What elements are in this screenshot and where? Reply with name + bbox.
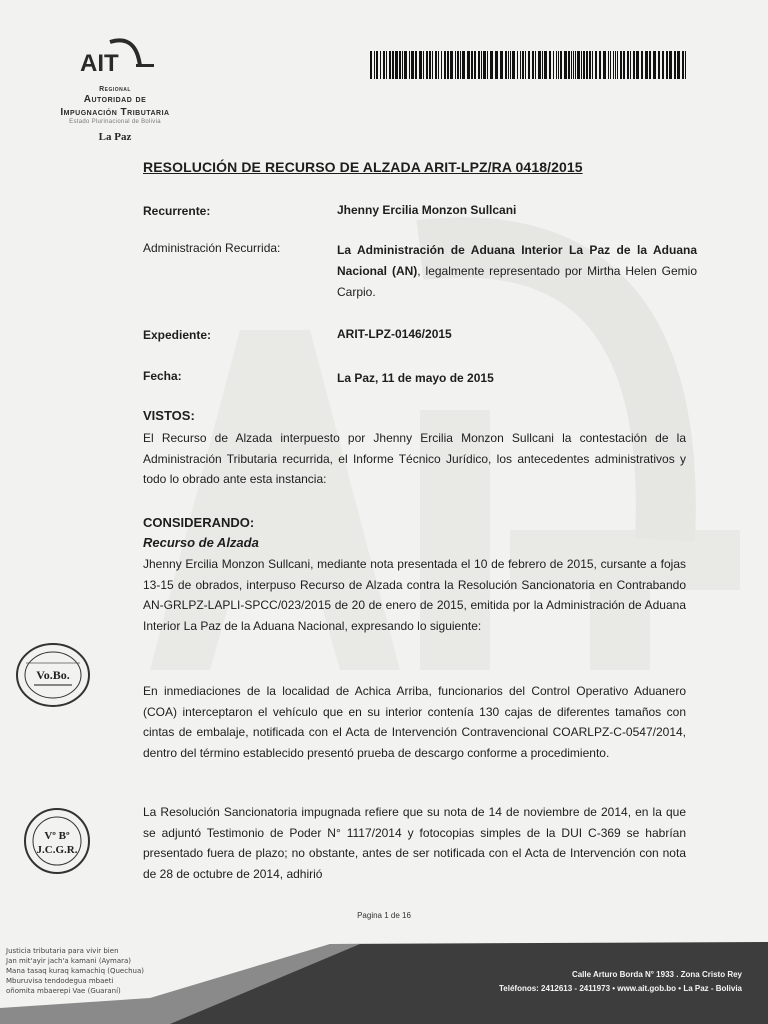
barcode-bar [662, 51, 664, 79]
barcode-bar [636, 51, 639, 79]
vistos-paragraph: El Recurso de Alzada interpuesto por Jhenny Ercilia Monzon Sullcani la contestación de la Administración Tributaria recurrida, el Informe Técnico Jurídico, los antecedentes administrativos y todo lo obrado ante esta instancia: [143, 431, 686, 487]
barcode-bar [415, 51, 417, 79]
barcode-bar [423, 51, 424, 79]
recurso-subheading: Recurso de Alzada [143, 535, 259, 550]
barcode-bar [444, 51, 446, 79]
barcode-bar [682, 51, 684, 79]
footer-motto-1: Justicia tributaria para vivir bien [6, 947, 119, 955]
barcode-bar [549, 51, 551, 79]
barcode-bar [520, 51, 521, 79]
barcode-bar [395, 51, 398, 79]
barcode-bar [617, 51, 618, 79]
stamp-2-text-2: J.C.G.R. [36, 844, 78, 856]
barcode-bar [558, 51, 559, 79]
barcode-bar [538, 51, 541, 79]
footer-motto-5: oñomita mbaerepi Vae (Guaraní) [6, 987, 121, 995]
barcode-bar [532, 51, 534, 79]
barcode-bar [583, 51, 585, 79]
logo-org-line-1: Autoridad de [83, 94, 147, 105]
barcode [370, 51, 686, 79]
barcode-bar [528, 51, 530, 79]
barcode-bar [478, 51, 480, 79]
barcode-bar [573, 51, 574, 79]
barcode-bar [525, 51, 526, 79]
barcode-bar [380, 51, 381, 79]
recurrente-label: Recurrente: [143, 204, 211, 218]
administracion-value-rest: , legalmente representado por Mirtha Helen Gemio Carpio. [337, 264, 697, 299]
barcode-bar [542, 51, 543, 79]
barcode-bar [630, 51, 631, 79]
barcode-bar [615, 51, 616, 79]
barcode-bar [649, 51, 651, 79]
barcode-bar [599, 51, 601, 79]
expediente-label: Expediente: [143, 328, 212, 342]
barcode-bar [409, 51, 410, 79]
barcode-bar [429, 51, 431, 79]
barcode-bar [592, 51, 593, 79]
stamp-1-text: Vo.Bo. [36, 668, 70, 682]
barcode-bar [389, 51, 391, 79]
document-title: RESOLUCIÓN DE RECURSO DE ALZADA ARIT-LPZ/RA 0418/2015 [143, 159, 583, 175]
administracion-value-bold: La Administración de Aduana Interior La Paz de la Aduana Nacional (AN) [337, 243, 697, 278]
barcode-bar [392, 51, 394, 79]
barcode-bar [620, 51, 622, 79]
barcode-bar [553, 51, 554, 79]
fecha-value: La Paz, 11 de mayo de 2015 [337, 371, 494, 385]
footer-motto [6, 946, 144, 996]
barcode-bar [435, 51, 437, 79]
barcode-bar [490, 51, 493, 79]
barcode-bar [450, 51, 453, 79]
barcode-bar [438, 51, 439, 79]
footer-address: Calle Arturo Borda N° 1933 . Zona Cristo Rey [571, 970, 742, 979]
vistos-heading: VISTOS: [143, 408, 195, 423]
barcode-bar [581, 51, 582, 79]
barcode-bar [535, 51, 536, 79]
barcode-bar [666, 51, 668, 79]
barcode-bar [481, 51, 482, 79]
barcode-bar [404, 51, 407, 79]
barcode-bar [462, 51, 465, 79]
barcode-bar [495, 51, 498, 79]
barcode-bar [483, 51, 486, 79]
barcode-bar [677, 51, 680, 79]
barcode-bar [544, 51, 547, 79]
barcode-bar [474, 51, 476, 79]
barcode-bar [685, 51, 686, 79]
administracion-label: Administración Recurrida: [143, 241, 281, 255]
barcode-bar [575, 51, 576, 79]
barcode-bar [426, 51, 428, 79]
barcode-bar [460, 51, 461, 79]
recurrente-value: Jhenny Ercilia Monzon Sullcani [337, 203, 517, 217]
considerando-paragraph-3: La Resolución Sancionatoria impugnada refiere que su nota de 14 de noviembre de 2014, en la que se adjuntó Testimonio de Poder N° 1117/2014 y fotocopias simples de la DUI C-369 se habrían presentado fuera de plazo; no obstante, antes de ser notificada con el Acta de Intervención con nota de 28 de octubre de 2014, adhirió [143, 805, 686, 881]
barcode-bar [432, 51, 433, 79]
barcode-bar [586, 51, 588, 79]
barcode-bar [402, 51, 403, 79]
ait-logo [30, 36, 190, 166]
barcode-bar [505, 51, 507, 79]
barcode-bar [623, 51, 625, 79]
barcode-bar [510, 51, 511, 79]
logo-org-line-2: Impugnación Tributaria [60, 107, 170, 118]
barcode-bar [376, 51, 378, 79]
barcode-bar [411, 51, 414, 79]
barcode-bar [658, 51, 660, 79]
logo-regional: Regional [99, 86, 131, 93]
barcode-bar [595, 51, 597, 79]
footer-motto-2: Jan mit'ayir jach'a kamani (Aymara) [6, 957, 132, 965]
barcode-bar [455, 51, 456, 79]
barcode-bar [419, 51, 422, 79]
barcode-bar [633, 51, 635, 79]
barcode-bar [645, 51, 648, 79]
expediente-value: ARIT-LPZ-0146/2015 [337, 327, 452, 341]
barcode-bar [471, 51, 473, 79]
considerando-paragraph-2: En inmediaciones de la localidad de Achica Arriba, funcionarios del Control Operativo Aduanero (COA) interceptaron el vehículo que en su interior contenía 130 cajas de diferentes tamaños con cintas de embalaje, notificada con el Acta de Intervención Contravencional COARLPZ-C-0547/2014, dentro del término establecido presentó prueba de descargo conforme a procedimiento. [143, 684, 686, 760]
barcode-bar [556, 51, 557, 79]
considerando-heading: CONSIDERANDO: [143, 515, 255, 530]
barcode-bar [564, 51, 567, 79]
footer-phones: Teléfonos: 2412613 - 2411973 • www.ait.gob.bo • La Paz - Bolivia [498, 984, 742, 993]
barcode-bar [508, 51, 509, 79]
approval-stamp-2 [20, 807, 94, 875]
barcode-bar [610, 51, 611, 79]
barcode-bar [517, 51, 518, 79]
stamp-2-text-1: Vº Bº [44, 830, 70, 842]
footer [0, 938, 768, 1024]
logo-text: AIT [80, 50, 119, 77]
barcode-bar [522, 51, 524, 79]
barcode-bar [653, 51, 656, 79]
barcode-bar [608, 51, 609, 79]
barcode-bar [613, 51, 614, 79]
barcode-bar [589, 51, 591, 79]
barcode-bar [386, 51, 387, 79]
administracion-value [337, 240, 697, 303]
barcode-bar [512, 51, 515, 79]
barcode-bar [669, 51, 672, 79]
barcode-bar [571, 51, 572, 79]
footer-contact [499, 968, 742, 996]
barcode-bar [560, 51, 562, 79]
approval-stamp-1 [14, 641, 92, 709]
barcode-bar [370, 51, 372, 79]
barcode-bar [467, 51, 470, 79]
barcode-bar [641, 51, 643, 79]
barcode-bar [457, 51, 459, 79]
barcode-bar [374, 51, 375, 79]
logo-city: La Paz [98, 131, 132, 143]
barcode-bar [487, 51, 488, 79]
barcode-bar [447, 51, 449, 79]
barcode-bar [674, 51, 676, 79]
considerando-paragraph-1: Jhenny Ercilia Monzon Sullcani, mediante nota presentada el 10 de febrero de 2015, cursante a fojas 13-15 de obrados, interpuso Recurso de Alzada contra la Resolución Sancionatoria en Contrabando AN-GRLPZ-LAPLI-SPCC/023/2015 de 20 de enero de 2015, emitida por la Administración de Aduana Interior La Paz de la Aduana Nacional, expresando lo siguiente: [143, 557, 686, 633]
barcode-bar [383, 51, 385, 79]
fecha-label: Fecha: [143, 369, 182, 383]
logo-state: Estado Plurinacional de Bolivia [69, 119, 161, 125]
barcode-bar [568, 51, 570, 79]
footer-motto-3: Mana tasaq kuraq kamachiq (Quechua) [6, 967, 144, 975]
barcode-bar [603, 51, 606, 79]
page-number: Pagina 1 de 16 [357, 911, 411, 920]
barcode-bar [441, 51, 442, 79]
barcode-bar [627, 51, 629, 79]
barcode-bar [577, 51, 580, 79]
barcode-bar [399, 51, 401, 79]
barcode-bar [500, 51, 503, 79]
footer-motto-4: Mburuvisa tendodegua mbaeti [6, 977, 114, 985]
